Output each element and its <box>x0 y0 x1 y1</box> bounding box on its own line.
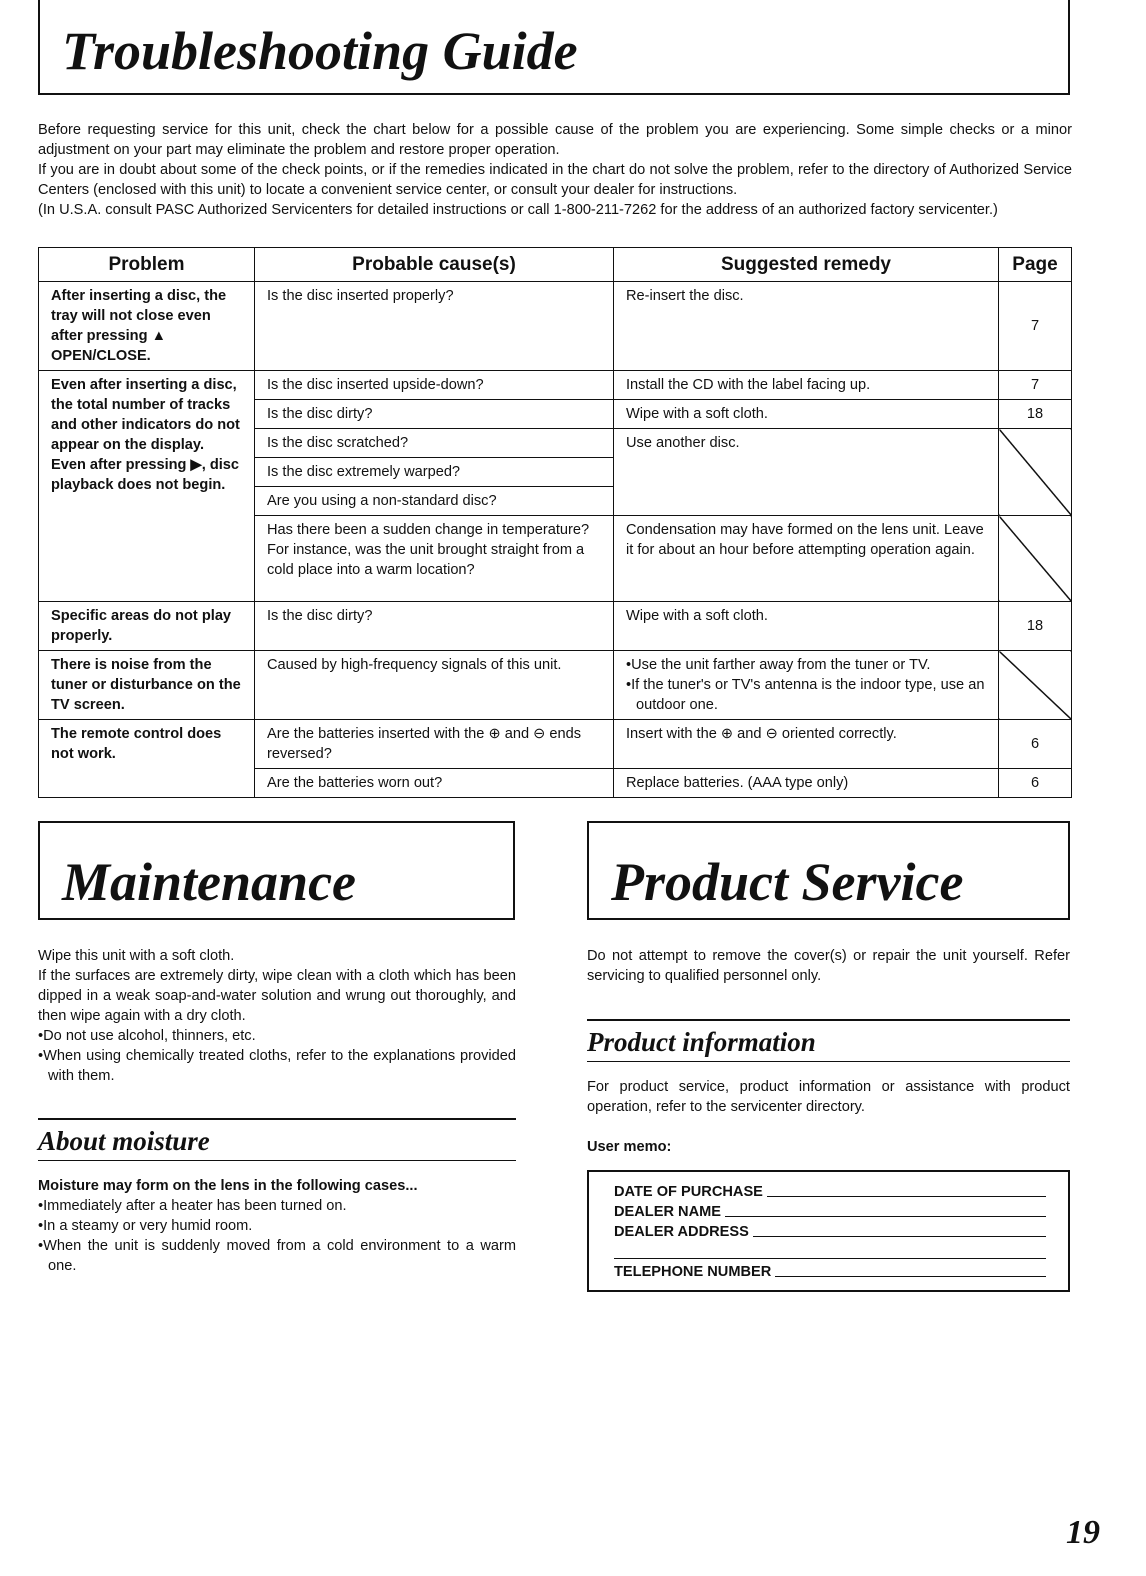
remedy-cell <box>614 651 999 720</box>
memo-blank-line <box>775 1276 1046 1277</box>
table-header-row <box>39 248 1072 282</box>
header-remedy: Suggested remedy <box>614 248 999 282</box>
moisture-bullet: •Immediately after a heater has been turned on. <box>38 1198 347 1214</box>
page-cell: 18 <box>999 602 1072 651</box>
maintenance-bullet: •When using chemically treated cloths, refer to the explanations provided with them. <box>38 1048 516 1084</box>
remedy-cell: Replace batteries. (AAA type only) <box>614 769 999 798</box>
cause-cell: Is the disc scratched? <box>255 429 614 458</box>
page-cell: 6 <box>999 720 1072 769</box>
product-service-header-box <box>587 821 1070 920</box>
remedy-bullet: •Use the unit farther away from the tuner or TV. <box>626 657 931 673</box>
table-row <box>39 651 1072 720</box>
maintenance-header-box <box>38 821 515 920</box>
product-info-text <box>587 1077 1070 1117</box>
page-number: 19 <box>1066 1514 1100 1551</box>
page-cell-empty <box>999 429 1072 516</box>
page-title: Troubleshooting Guide <box>62 21 578 81</box>
memo-field-label: DEALER ADDRESS <box>614 1224 749 1240</box>
cause-cell: Is the disc inserted upside-down? <box>255 371 614 400</box>
maintenance-bullet: •Do not use alcohol, thinners, etc. <box>38 1028 256 1044</box>
user-memo-box <box>587 1170 1070 1292</box>
table-row <box>39 282 1072 371</box>
moisture-text <box>38 1176 516 1276</box>
user-memo-label: User memo: <box>587 1139 672 1155</box>
memo-field-dealer <box>614 1204 1046 1220</box>
product-service-paragraph: Do not attempt to remove the cover(s) or repair the unit yourself. Refer servicing to qualified personnel only. <box>587 948 1070 984</box>
maintenance-paragraph: If the surfaces are extremely dirty, wipe clean with a cloth which has been dipped in a weak soap-and-water solution and wrung out thoroughly, and then wipe again with a dry cloth. <box>38 968 516 1024</box>
intro-paragraph: If you are in doubt about some of the check points, or if the remedies indicated in the chart do not solve the problem, refer to the directory of Authorized Service Centers (enclosed with this unit) to locate a convenient service center, or consult your dealer for instructions. <box>38 162 1072 198</box>
maintenance-text <box>38 946 516 1086</box>
table-row <box>39 602 1072 651</box>
remedy-cell: Install the CD with the label facing up. <box>614 371 999 400</box>
header-cause: Probable cause(s) <box>255 248 614 282</box>
product-service-title: Product Service <box>611 852 964 912</box>
product-service-text <box>587 946 1070 986</box>
product-info-header <box>587 1019 1070 1062</box>
header-problem: Problem <box>39 248 255 282</box>
table-row <box>39 371 1072 400</box>
moisture-title: About moisture <box>38 1126 210 1156</box>
remedy-cell: Use another disc. <box>614 429 999 516</box>
moisture-bullet: •In a steamy or very humid room. <box>38 1218 253 1234</box>
problem-text: Even after pressing ▶, disc playback does not begin. <box>51 457 240 493</box>
memo-field-label: TELEPHONE NUMBER <box>614 1264 772 1280</box>
problem-cell <box>39 371 255 602</box>
page-cell: 6 <box>999 769 1072 798</box>
maintenance-paragraph: Wipe this unit with a soft cloth. <box>38 948 235 964</box>
memo-field-purchase <box>614 1184 1046 1200</box>
memo-blank-line <box>753 1236 1046 1237</box>
memo-address-extra-line <box>614 1258 1046 1259</box>
memo-field-label: DEALER NAME <box>614 1204 722 1220</box>
memo-field-address <box>614 1224 1046 1240</box>
header-page: Page <box>999 248 1072 282</box>
page-cell-empty <box>999 516 1072 602</box>
troubleshooting-header-box <box>38 0 1070 95</box>
memo-field-phone <box>614 1264 1046 1280</box>
memo-blank-line <box>767 1196 1046 1197</box>
cause-cell: Is the disc inserted properly? <box>255 282 614 371</box>
cause-cell: Is the disc extremely warped? <box>255 458 614 487</box>
remedy-cell: Re-insert the disc. <box>614 282 999 371</box>
troubleshooting-table <box>38 247 1072 798</box>
remedy-cell: Wipe with a soft cloth. <box>614 602 999 651</box>
remedy-bullet: •If the tuner's or TV's antenna is the indoor type, use an outdoor one. <box>626 677 985 713</box>
problem-cell: There is noise from the tuner or disturbance on the TV screen. <box>39 651 255 720</box>
page-cell: 7 <box>999 371 1072 400</box>
cause-cell: Is the disc dirty? <box>255 400 614 429</box>
cause-cell: Has there been a sudden change in temperature? For instance, was the unit brought straight from a cold place into a warm location? <box>255 516 614 602</box>
cause-cell: Are you using a non-standard disc? <box>255 487 614 516</box>
product-info-title: Product information <box>587 1027 816 1057</box>
moisture-bullet: •When the unit is suddenly moved from a cold environment to a warm one. <box>38 1238 516 1274</box>
remedy-cell: Insert with the ⊕ and ⊖ oriented correctly. <box>614 720 999 769</box>
page-cell: 18 <box>999 400 1072 429</box>
problem-text: Even after inserting a disc, the total number of tracks and other indicators do not appear on the display. <box>51 377 240 453</box>
maintenance-title: Maintenance <box>62 852 357 912</box>
intro-paragraph: (In U.S.A. consult PASC Authorized Servicenters for detailed instructions or call 1-800-211-7262 for the address of an authorized factory servicenter.) <box>38 202 998 218</box>
problem-cell: The remote control does not work. <box>39 720 255 798</box>
problem-cell: Specific areas do not play properly. <box>39 602 255 651</box>
cause-cell: Are the batteries worn out? <box>255 769 614 798</box>
cause-cell: Caused by high-frequency signals of this unit. <box>255 651 614 720</box>
memo-field-label: DATE OF PURCHASE <box>614 1184 763 1200</box>
intro-paragraph: Before requesting service for this unit, check the chart below for a possible cause of the problem you are experiencing. Some simple checks or a minor adjustment on your part may eliminate the problem and restore proper operation. <box>38 122 1072 158</box>
moisture-lead: Moisture may form on the lens in the following cases... <box>38 1178 418 1194</box>
problem-cell: After inserting a disc, the tray will not close even after pressing ▲ OPEN/CLOSE. <box>39 282 255 371</box>
remedy-cell: Wipe with a soft cloth. <box>614 400 999 429</box>
cause-cell: Is the disc dirty? <box>255 602 614 651</box>
remedy-cell: Condensation may have formed on the lens unit. Leave it for about an hour before attempting operation again. <box>614 516 999 602</box>
troubleshooting-intro <box>38 120 1072 220</box>
page-cell-empty <box>999 651 1072 720</box>
product-info-paragraph: For product service, product information or assistance with product operation, refer to the servicenter directory. <box>587 1079 1070 1115</box>
moisture-header <box>38 1118 516 1161</box>
cause-cell: Are the batteries inserted with the ⊕ and ⊖ ends reversed? <box>255 720 614 769</box>
page-cell: 7 <box>999 282 1072 371</box>
table-row <box>39 720 1072 769</box>
memo-blank-line <box>725 1216 1046 1217</box>
